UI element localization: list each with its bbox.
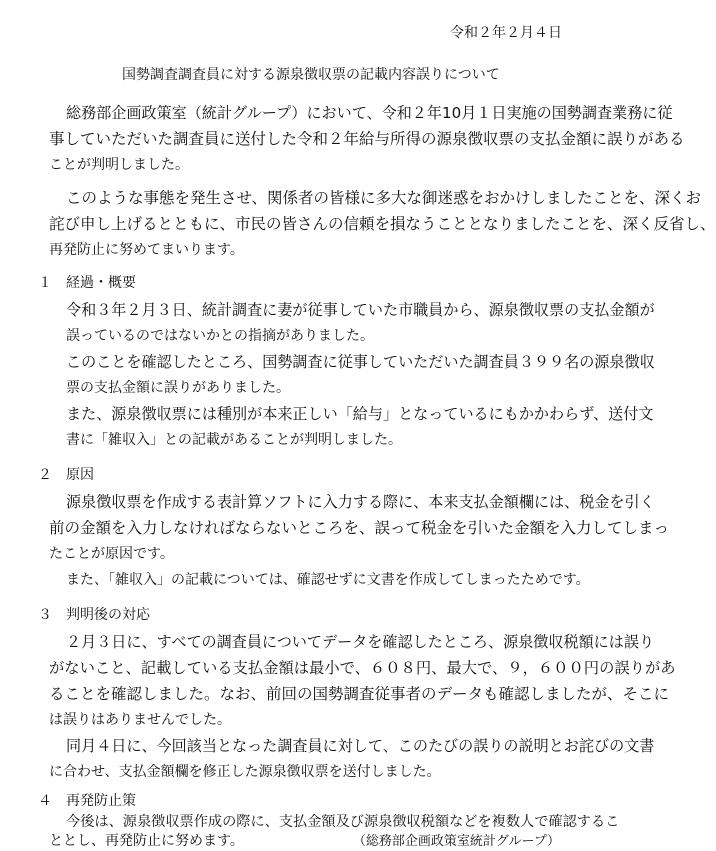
section-2-line: たことが原因です。	[49, 546, 174, 562]
intro-line: 総務部企画政策室（統計グループ）において、令和２年10月１日実施の国勢調査業務に従	[66, 104, 673, 122]
section-3-line: 同月４日に、今回該当となった調査員に対して、このたびの誤りの説明とお詫びの文書	[66, 737, 655, 755]
section-4-line: 今後は、源泉徴収票作成の際に、支払金額及び源泉徴収税額などを複数人で確認するこ	[66, 814, 620, 830]
section-2-line: 源泉徴収票を作成する表計算ソフトに入力する際に、本来支払金額欄には、税金を引く	[66, 493, 655, 511]
section-1-line: このことを確認したところ、国勢調査に従事していただいた調査員３９９名の源泉徴収	[66, 353, 655, 371]
section-2-line: 前の金額を入力しなければならないところを、誤って税金を引いた金額を入力してしまっ	[49, 519, 670, 537]
intro-line: ことが判明しました。	[49, 157, 189, 173]
section-heading-2: ２ 原因	[38, 467, 94, 483]
intro-line: 事していただいた調査員に送付した令和２年給与所得の源泉徴収票の支払金額に誤りがある	[49, 130, 685, 148]
document-title: 国勢調査調査員に対する源泉徴収票の記載内容誤りについて	[122, 67, 500, 83]
section-1-line: 書に「雑収入」との記載があることが判明しました。	[66, 432, 402, 448]
section-3-line: ２月３日に、すべての調査員についてデータを確認したところ、源泉徴収税額には誤り	[66, 633, 655, 651]
apology-line: このような事態を発生させ、関係者の皆様に多大な御迷惑をおかけしましたことを、深くお	[66, 189, 702, 207]
section-heading-4: ４ 再発防止策	[38, 793, 136, 809]
signature: （総務部企画政策室統計グループ）	[352, 834, 560, 849]
section-heading-3: ３ 判明後の対応	[38, 607, 150, 623]
section-1-line: また、源泉徴収票には種別が本来正しい「給与」となっているにもかかわらず、送付文	[66, 405, 654, 423]
section-3-line: に合わせ、支払金額欄を修正した源泉徴収票を送付しました。	[49, 764, 441, 780]
section-3-line: がないこと、記載している支払金額は最小で、６０８円、最大で、９，６００円の誤りがあ	[49, 659, 676, 677]
section-1-line: 誤っているのではないかとの指摘がありました。	[66, 328, 374, 344]
apology-line: 再発防止に努めてまいります。	[49, 242, 244, 258]
date: 令和２年２月４日	[450, 25, 562, 41]
section-4-line: ととし、再発防止に努めます。	[49, 833, 244, 849]
section-1-line: 票の支払金額に誤りがありました。	[66, 380, 290, 396]
section-heading-1: １ 経過・概要	[38, 275, 136, 291]
section-3-line: ることを確認しました。なお、前回の国勢調査従事者のデータも確認しましたが、そこに	[49, 685, 670, 703]
section-3-line: は誤りはありませんでした。	[49, 712, 231, 728]
section-2-line: また、「雑収入」の記載については、確認せずに文書を作成してしまったためです。	[66, 572, 590, 588]
apology-line: 詫び申し上げるとともに、市民の皆さんの信頼を損なうこととなりましたことを、深く反省し、	[49, 215, 716, 233]
section-1-line: 令和３年２月３日、統計調査に妻が従事していた市職員から、源泉徴収票の支払金額が	[66, 301, 655, 319]
